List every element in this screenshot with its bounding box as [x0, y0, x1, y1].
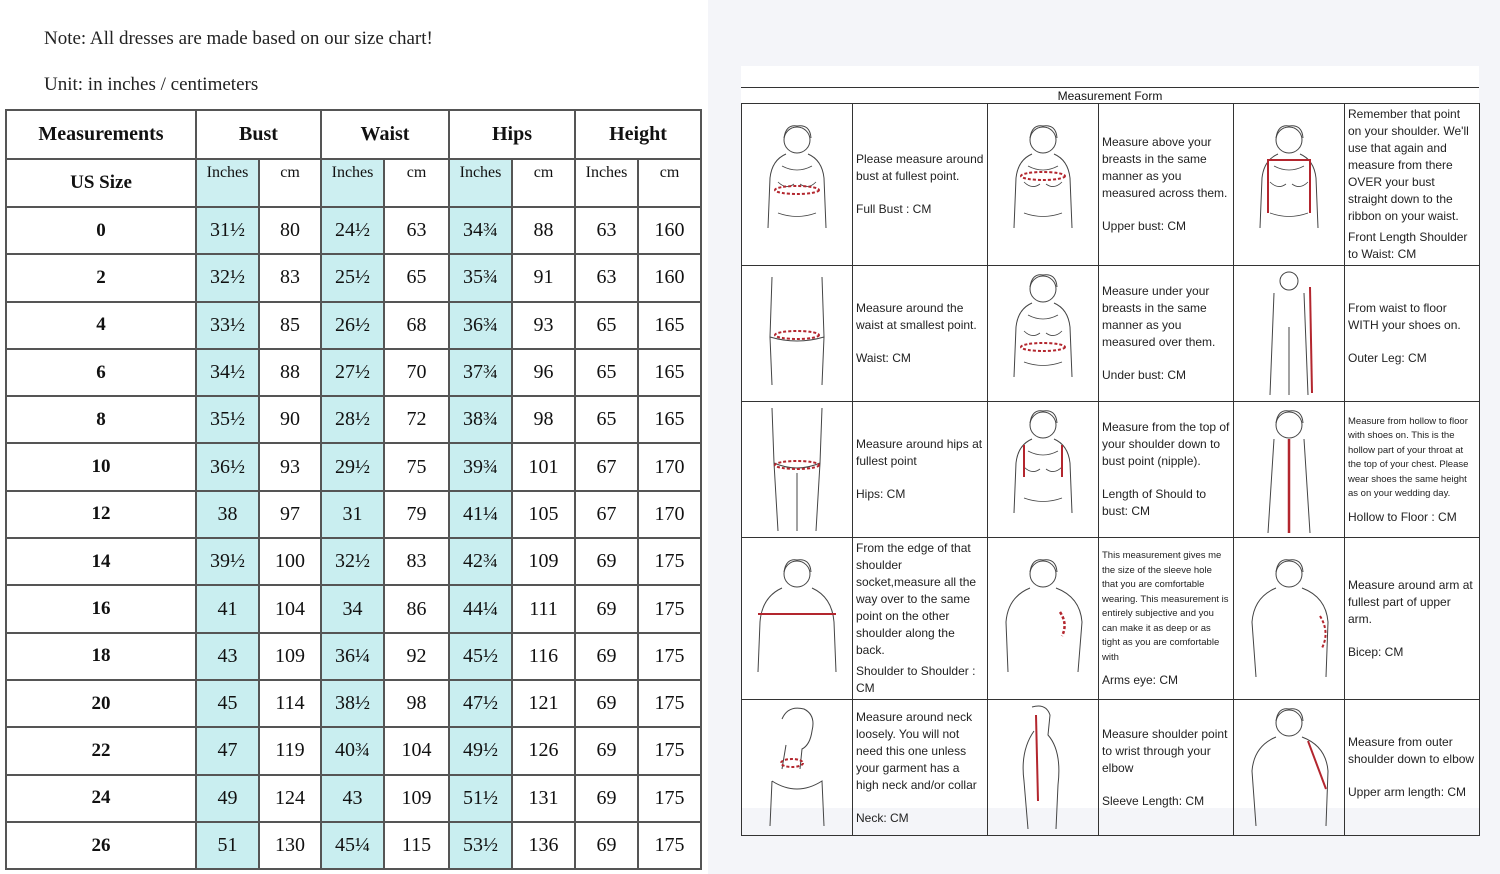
value-cell: 105: [512, 491, 575, 538]
measurement-row: [742, 104, 1480, 266]
value-cell: 35¾: [449, 254, 512, 301]
value-cell: 45: [196, 680, 259, 727]
value-cell: 63: [384, 207, 449, 254]
measurement-instruction: [853, 402, 988, 538]
unit-header: Inches: [575, 159, 638, 207]
value-cell: 109: [384, 775, 449, 822]
value-cell: 65: [575, 396, 638, 443]
value-cell: 63: [575, 254, 638, 301]
value-cell: 26½: [321, 302, 384, 349]
measurement-label: Bicep: CM: [1348, 644, 1404, 659]
value-cell: 37¾: [449, 349, 512, 396]
value-cell: 65: [575, 302, 638, 349]
value-cell: 67: [575, 443, 638, 490]
value-cell: 69: [575, 727, 638, 774]
value-cell: 175: [638, 822, 701, 869]
value-cell: 68: [384, 302, 449, 349]
value-cell: 34: [321, 585, 384, 632]
value-cell: 175: [638, 538, 701, 585]
value-cell: 40¾: [321, 727, 384, 774]
value-cell: 69: [575, 633, 638, 680]
height-header: Height: [575, 110, 701, 159]
value-cell: 34½: [196, 349, 259, 396]
table-row: [6, 254, 701, 301]
value-cell: 47: [196, 727, 259, 774]
table-subheader-row: [6, 159, 701, 207]
table-row: [6, 538, 701, 585]
value-cell: 43: [321, 775, 384, 822]
measurement-instruction: [1345, 266, 1480, 402]
table-row: [6, 302, 701, 349]
unit-header: Inches: [449, 159, 512, 207]
value-cell: 25½: [321, 254, 384, 301]
hips-header: Hips: [449, 110, 575, 159]
measurement-instruction: [1345, 402, 1480, 538]
hollow-floor-figure-icon: [1234, 402, 1345, 538]
value-cell: 83: [384, 538, 449, 585]
value-cell: 38½: [321, 680, 384, 727]
measurement-instruction: [853, 538, 988, 700]
unit-header: Inches: [196, 159, 259, 207]
sleeve-length-figure-icon: [988, 700, 1099, 836]
value-cell: 165: [638, 349, 701, 396]
size-cell: 6: [6, 349, 196, 396]
value-cell: 72: [384, 396, 449, 443]
shoulder-bust-figure-icon: [988, 402, 1099, 538]
value-cell: 75: [384, 443, 449, 490]
value-cell: 160: [638, 254, 701, 301]
front-length-figure-icon: [1234, 104, 1345, 266]
measurement-label: Sleeve Length: CM: [1102, 793, 1205, 808]
measurement-label: Shoulder to Shoulder : CM: [856, 664, 976, 695]
outer-leg-figure-icon: [1234, 266, 1345, 402]
value-cell: 35½: [196, 396, 259, 443]
value-cell: 36¼: [321, 633, 384, 680]
size-chart-unit: Unit: in inches / centimeters: [44, 74, 259, 95]
value-cell: 88: [259, 349, 321, 396]
value-cell: 36¾: [449, 302, 512, 349]
value-cell: 93: [512, 302, 575, 349]
measurement-label: Front Length Shoulder to Waist: CM: [1348, 230, 1468, 261]
measurement-label: Hollow to Floor : CM: [1348, 509, 1457, 524]
measurement-form-title: Measurement Form: [741, 87, 1479, 104]
size-chart-note: Note: All dresses are made based on our size chart!: [44, 28, 433, 49]
value-cell: 27½: [321, 349, 384, 396]
value-cell: 47½: [449, 680, 512, 727]
table-row: [6, 491, 701, 538]
instruction-text: This measurement gives me the size of the sleeve hole that you are comfortable wearing. This measurement is entirely subjective and you can make it as deep or as tight as you are comfortable with: [1102, 550, 1229, 663]
value-cell: 41¼: [449, 491, 512, 538]
value-cell: 170: [638, 443, 701, 490]
instruction-text: Measure around neck loosely. You will not need this one unless your garment has a high neck and/or collar: [856, 709, 977, 792]
bust-header: Bust: [196, 110, 321, 159]
value-cell: 115: [384, 822, 449, 869]
instruction-text: Measure from outer shoulder down to elbow: [1348, 735, 1475, 766]
measurement-label: Length of Should to bust: CM: [1102, 487, 1207, 518]
value-cell: 136: [512, 822, 575, 869]
value-cell: 51: [196, 822, 259, 869]
measurement-label: Arms eye: CM: [1102, 673, 1179, 688]
value-cell: 116: [512, 633, 575, 680]
upper-arm-figure-icon: [1234, 700, 1345, 836]
measurement-label: Hips: CM: [856, 487, 906, 501]
value-cell: 24½: [321, 207, 384, 254]
measurements-header: Measurements: [6, 110, 196, 159]
value-cell: 165: [638, 396, 701, 443]
measurement-instruction: [1345, 104, 1480, 266]
value-cell: 32½: [196, 254, 259, 301]
waist-header: Waist: [321, 110, 449, 159]
value-cell: 90: [259, 396, 321, 443]
measurement-label: Upper bust: CM: [1102, 219, 1187, 233]
size-cell: 16: [6, 585, 196, 632]
instruction-text: Measure around the waist at smallest point.: [856, 301, 977, 332]
value-cell: 69: [575, 775, 638, 822]
measurement-instruction: [1099, 402, 1234, 538]
value-cell: 175: [638, 680, 701, 727]
table-row: [6, 680, 701, 727]
table-row: [6, 822, 701, 869]
value-cell: 175: [638, 775, 701, 822]
value-cell: 175: [638, 585, 701, 632]
value-cell: 31: [321, 491, 384, 538]
value-cell: 165: [638, 302, 701, 349]
value-cell: 69: [575, 822, 638, 869]
value-cell: 98: [384, 680, 449, 727]
shoulder-shoulder-figure-icon: [742, 538, 853, 700]
hips-figure-icon: [742, 402, 853, 538]
instruction-text: Measure under your breasts in the same manner as you measured over them.: [1102, 284, 1216, 349]
unit-header: cm: [638, 159, 701, 207]
value-cell: 38¾: [449, 396, 512, 443]
measurement-grid: [741, 103, 1480, 836]
value-cell: 92: [384, 633, 449, 680]
size-cell: 12: [6, 491, 196, 538]
value-cell: 160: [638, 207, 701, 254]
value-cell: 41: [196, 585, 259, 632]
value-cell: 28½: [321, 396, 384, 443]
size-cell: 2: [6, 254, 196, 301]
instruction-text: From waist to floor WITH your shoes on.: [1348, 301, 1461, 332]
table-row: [6, 775, 701, 822]
arms-eye-figure-icon: [988, 538, 1099, 700]
value-cell: 45½: [449, 633, 512, 680]
value-cell: 121: [512, 680, 575, 727]
value-cell: 67: [575, 491, 638, 538]
size-chart-body: [6, 207, 701, 869]
value-cell: 96: [512, 349, 575, 396]
value-cell: 83: [259, 254, 321, 301]
size-cell: 0: [6, 207, 196, 254]
bicep-figure-icon: [1234, 538, 1345, 700]
table-row: [6, 443, 701, 490]
measurement-row: [742, 402, 1480, 538]
value-cell: 114: [259, 680, 321, 727]
value-cell: 119: [259, 727, 321, 774]
value-cell: 69: [575, 680, 638, 727]
value-cell: 44¼: [449, 585, 512, 632]
measurement-label: Upper arm length: CM: [1348, 785, 1467, 799]
value-cell: 51½: [449, 775, 512, 822]
value-cell: 39¾: [449, 443, 512, 490]
table-row: [6, 396, 701, 443]
size-cell: 10: [6, 443, 196, 490]
value-cell: 109: [512, 538, 575, 585]
table-row: [6, 585, 701, 632]
value-cell: 124: [259, 775, 321, 822]
value-cell: 79: [384, 491, 449, 538]
measurement-label: Neck: CM: [856, 810, 909, 825]
measurement-instruction: [853, 700, 988, 836]
value-cell: 53½: [449, 822, 512, 869]
value-cell: 88: [512, 207, 575, 254]
size-cell: 8: [6, 396, 196, 443]
measurement-instruction: [1099, 104, 1234, 266]
measurement-instruction: [1345, 700, 1480, 836]
size-cell: 14: [6, 538, 196, 585]
value-cell: 104: [259, 585, 321, 632]
value-cell: 93: [259, 443, 321, 490]
table-row: [6, 207, 701, 254]
value-cell: 38: [196, 491, 259, 538]
measurement-instruction: [1099, 538, 1234, 700]
measurement-instruction: [853, 104, 988, 266]
value-cell: 126: [512, 727, 575, 774]
table-row: [6, 727, 701, 774]
value-cell: 43: [196, 633, 259, 680]
measurement-label: Full Bust : CM: [856, 202, 932, 216]
instruction-text: Measure from the top of your shoulder down to bust point (nipple).: [1102, 420, 1230, 468]
size-cell: 24: [6, 775, 196, 822]
instruction-text: Measure shoulder point to wrist through your elbow: [1102, 726, 1228, 775]
table-row: [6, 633, 701, 680]
measurement-form: [741, 66, 1479, 825]
measurement-label: Waist: CM: [856, 351, 911, 365]
value-cell: 80: [259, 207, 321, 254]
instruction-text: Measure above your breasts in the same manner as you measured across them.: [1102, 135, 1228, 200]
measurement-instruction: [1345, 538, 1480, 700]
under-bust-figure-icon: [988, 266, 1099, 402]
value-cell: 98: [512, 396, 575, 443]
value-cell: 91: [512, 254, 575, 301]
value-cell: 131: [512, 775, 575, 822]
value-cell: 49½: [449, 727, 512, 774]
us-size-header: US Size: [6, 159, 196, 207]
measurement-form-panel: [708, 0, 1500, 874]
value-cell: 97: [259, 491, 321, 538]
value-cell: 65: [575, 349, 638, 396]
value-cell: 65: [384, 254, 449, 301]
measurement-row: [742, 538, 1480, 700]
value-cell: 29½: [321, 443, 384, 490]
value-cell: 104: [384, 727, 449, 774]
measurement-instruction: [853, 266, 988, 402]
value-cell: 111: [512, 585, 575, 632]
value-cell: 34¾: [449, 207, 512, 254]
unit-header: cm: [384, 159, 449, 207]
value-cell: 32½: [321, 538, 384, 585]
measurement-instruction: [1099, 266, 1234, 402]
value-cell: 101: [512, 443, 575, 490]
upper-bust-figure-icon: [988, 104, 1099, 266]
value-cell: 36½: [196, 443, 259, 490]
instruction-text: Measure around hips at fullest point: [856, 437, 983, 468]
waist-figure-icon: [742, 266, 853, 402]
size-chart-panel: [0, 0, 708, 874]
instruction-text: Please measure around bust at fullest point.: [856, 152, 984, 183]
value-cell: 86: [384, 585, 449, 632]
table-row: [6, 349, 701, 396]
size-cell: 26: [6, 822, 196, 869]
table-header-row: [6, 110, 701, 159]
unit-header: cm: [259, 159, 321, 207]
value-cell: 63: [575, 207, 638, 254]
instruction-text: Remember that point on your shoulder. We'll use that again and measure from there OVER your bust straight down to the ribbon on your waist.: [1348, 107, 1469, 223]
value-cell: 109: [259, 633, 321, 680]
value-cell: 100: [259, 538, 321, 585]
size-chart-table: [5, 109, 702, 870]
bust-figure-icon: [742, 104, 853, 266]
value-cell: 33½: [196, 302, 259, 349]
value-cell: 39½: [196, 538, 259, 585]
size-cell: 20: [6, 680, 196, 727]
unit-header: Inches: [321, 159, 384, 207]
instruction-text: From the edge of that shoulder socket,measure all the way over to the same point on the other shoulder along the back.: [856, 541, 977, 657]
unit-header: cm: [512, 159, 575, 207]
instruction-text: Measure around arm at fullest part of upper arm.: [1348, 577, 1473, 626]
neck-figure-icon: [742, 700, 853, 836]
value-cell: 42¾: [449, 538, 512, 585]
value-cell: 69: [575, 538, 638, 585]
value-cell: 170: [638, 491, 701, 538]
value-cell: 130: [259, 822, 321, 869]
value-cell: 175: [638, 633, 701, 680]
value-cell: 45¼: [321, 822, 384, 869]
measurement-instruction: [1099, 700, 1234, 836]
value-cell: 70: [384, 349, 449, 396]
value-cell: 31½: [196, 207, 259, 254]
size-cell: 22: [6, 727, 196, 774]
measurement-label: Under bust: CM: [1102, 368, 1187, 382]
measurement-row: [742, 700, 1480, 836]
size-cell: 18: [6, 633, 196, 680]
instruction-text: Measure from hollow to floor with shoes on. This is the hollow part of your throat at the top of your chest. Please wear shoes the same height as on your wedding day.: [1348, 415, 1469, 500]
size-cell: 4: [6, 302, 196, 349]
value-cell: 175: [638, 727, 701, 774]
measurement-label: Outer Leg: CM: [1348, 351, 1427, 365]
value-cell: 49: [196, 775, 259, 822]
value-cell: 69: [575, 585, 638, 632]
measurement-row: [742, 266, 1480, 402]
value-cell: 85: [259, 302, 321, 349]
